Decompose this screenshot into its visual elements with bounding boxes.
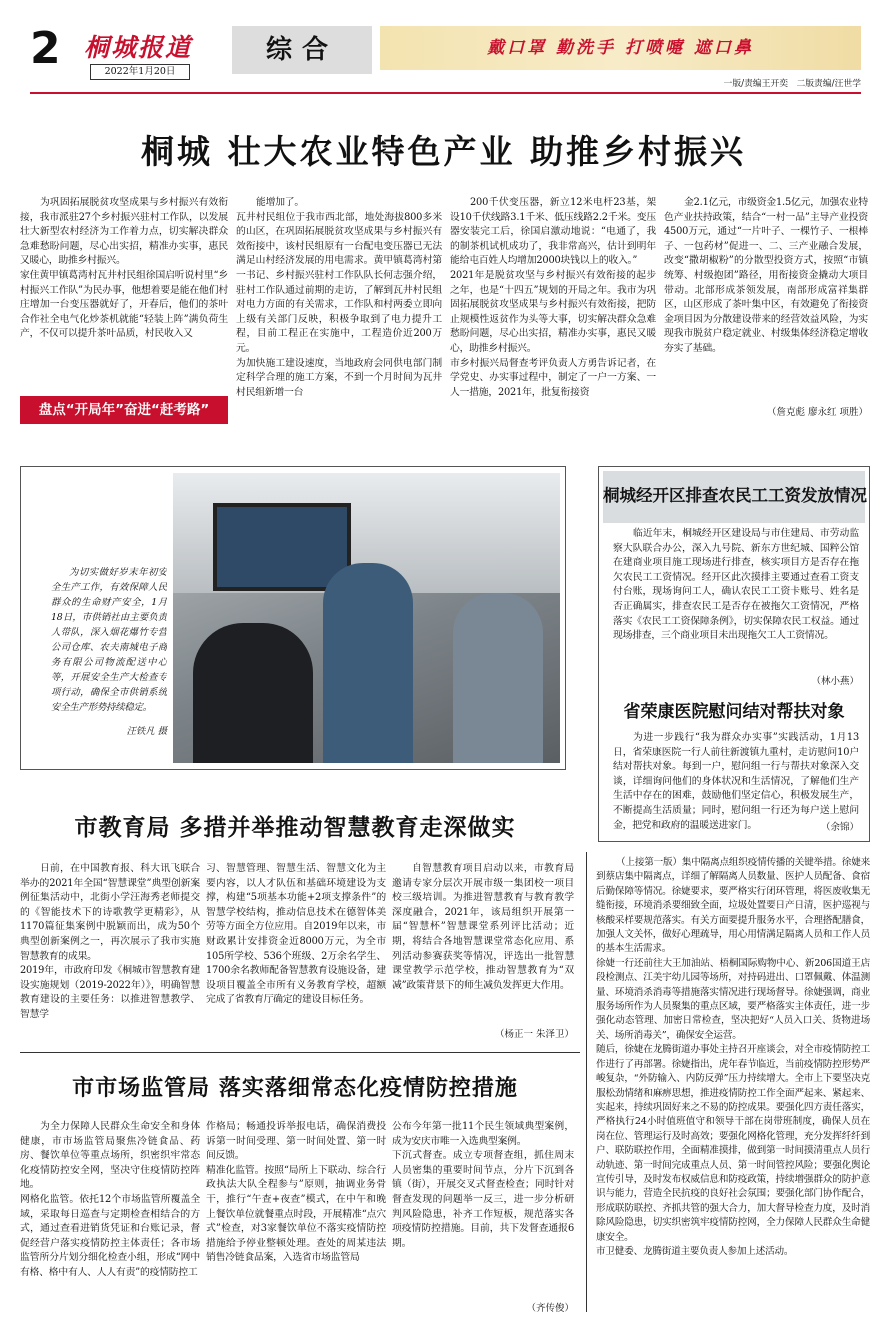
column-banner <box>20 396 228 424</box>
masthead-rule <box>30 92 861 94</box>
article-column: 习、智慧管理、智慧生活、智慧文化为主要内容，以人才队伍和基础环境建设为支撑，构建“5项基本功能+2项支撑条件”的智慧学校结构，推动信息技术在德智体美劳等方面全方位应用。自2019年以来，市财政累计安排资金近8000万元，为全市105所学校、536个班级、2万余名学生、1700余名教师配备智慧教育设施设备，建设项目覆盖全市所有义务教育学校，超额完成了省教育厅确定的建设目标任务。 <box>206 863 386 1006</box>
page-number: 2 <box>30 23 61 74</box>
photo-person <box>453 593 543 763</box>
article-column: 公布今年第一批11个民生领域典型案例，成为安庆市唯一入选典型案例。 下沉式督查。成立专项督查组，抓住周末人员密集的重要时间节点，分片下沉到各镇（街），开展交叉式督查检查；同时针对督查发现的问题举一反三，进一步分析研判风险隐患，补齐工作短板，规范落实各项疫情防控措施。目前，共下发督查通报6期。 <box>392 1121 574 1249</box>
article-byline: （余锦） <box>820 822 859 833</box>
photo-image <box>173 473 560 763</box>
sidebar-box <box>598 466 870 842</box>
article-column: 作格局；畅通投诉举报电话，确保消费投诉第一时间受理、第一时间处置、第一时间反馈。 精准化监管。按照“局所上下联动、综合行政执法大队全程参与”原则，抽调业务骨干，推行“午查+夜查”模式，在中午和晚上餐饮单位就餐重点时段，开展精准“点穴式”检查，对3家餐饮单位不落实疫情防控措施给予停业整顿处理。查处的周某违法销售冷链食品案，入选省市场监管局 <box>206 1121 386 1264</box>
column-divider <box>586 852 587 1312</box>
article-body: 为进一步践行“我为群众办实事”实践活动，1月13日，省荣康医院一行人前往新渡镇九重村，走访慰问10户结对帮扶对象。每到一户，慰问组一行与帮扶对象深入交谈，详细询问他们的身体状况和生活情况，了解他们生产生活中存在的困难，鼓励他们坚定信心，积极发展生产，不断提高生活质量；同时，慰问组一行还为每户送上慰问金，把党和政府的温暖送进家门。 <box>613 732 859 831</box>
slogan-banner <box>380 26 861 70</box>
photo-caption: 为切实做好岁末年初安全生产工作，有效保障人民群众的生命财产安全，1月18日，市供销社由主要负责人带队，深入烟花爆竹专营公司仓库、农夫南城电子商务有限公司物流配送中心等，开展安全生产大检查专项行动，确保全市供销系统安全生产形势持续稳定。 <box>51 567 167 713</box>
article-title: 市市场监管局 落实落细常态化疫情防控措施 <box>72 1075 518 1101</box>
paper-name: 桐城报道 <box>84 33 193 62</box>
article-byline: （齐传俊） <box>526 1303 574 1314</box>
article-byline: （林小燕） <box>811 676 859 687</box>
section-label <box>232 26 372 74</box>
article-byline: （杨正一 朱泽卫） <box>494 1029 574 1040</box>
article-column: 为全力保障人民群众生命安全和身体健康，市市场监管局聚焦冷链食品、药房、餐饮单位等重点场所，织密织牢常态化疫情防控安全网，坚决守住疫情防控阵地。 网格化监管。依托12个市场监管所覆盖全域，采取每日巡查与定期检查相结合的方式，通过查看进销货凭证和台账记录，督促经营户落实疫情防控主体责任；各市场监管所分片划分细化检查小组，形成“网中有格、格中有人、人人有责”的疫情防控工 <box>20 1121 200 1278</box>
article-byline: （詹克彪 廖永红 项胜） <box>766 407 868 418</box>
photo-person <box>323 563 413 763</box>
article-title: 市教育局 多措并举推动智慧教育走深做实 <box>74 814 516 841</box>
photo-person <box>193 623 313 763</box>
article-continuation: （上接第一版）集中隔离点组织疫情传播的关键举措。徐婕来到蔡店集中隔离点，详细了解隔离人员数量、医护人员配备、食宿后勤保障等情况。徐婕要求，要严格实行闭环管理，将医废收集无缝衔接，环境消杀要细致全面，垃圾处置要日产日清，医护巡视与核酸采样要规范落实。有关方面要提升服务水平，合理搭配膳食，加强人文关怀，做好心理疏导，用心用情满足隔离人员和工作人员的基本生活需求。 徐婕一行还前往大王加油站、梧桐国际购物中心、新206国道王店段检测点、江美宇幼儿园等场所，对持码进出、口罩佩戴、体温测量、环境消杀消毒等措施落实情况进行现场督导。徐婕强调，商业服务场所作为人员聚集的重点区域，要严格落实主体责任，进一步强化动态管理、加密日常检查，坚决把好“人员入口关、货物进场关、场所消毒关”，确保安全运营。 随后，徐婕在龙腾街道办事处主持召开座谈会，对全市疫情防控工作进行了再部署。徐婕指出，虎年春节临近，当前疫情防控形势严峻复杂，“外防输入、内防反弹”压力持续增大。全市上下要坚决克服松劲情绪和麻痹思想，推进疫情防控工作全面严起来、紧起来、实起来，持续巩固好来之不易的防控成果。要强化四方责任落实，严格执行24小时值班值守和领导干部在岗带班制度，确保人员在岗在位、管理运行及时高效；要强化网格化管理，充分发挥纤纤到户、联防联控作用，全面精准摸排，做到第一时间摸清重点人员行动轨迹、第一时间完成重点人员、第一时间管控风险；要强化舆论宣传引导，及时发布权威信息和防疫政策，持续增强群众的防护意识与能力，营造全民抗疫的良好社会氛围；要强化部门协作配合，形成联防联控、齐抓共管的强大合力，加大督导检查力度，及时消除风险隐患，切实织密筑牢疫情防控网，全力保障人民群众生命健康安全。 市卫健委、龙腾街道主要负责人参加上述活动。 <box>596 857 870 1257</box>
masthead <box>0 0 887 100</box>
article-column: 为巩固拓展脱贫攻坚成果与乡村振兴有效衔接，我市派驻27个乡村振兴驻村工作队，以发展壮大新型农村经济为工作着力点，切实解决群众急难愁盼问题，尽心出实招，精准办实事，惠民又暖心，助推乡村振兴。 家住黄甲镇葛湾村瓦井村民组徐国启听说村里“乡村振兴工作队”为民办事，他想着要是能在他们村庄增加一台变压器就好了，开春后，他们的茶叶合作社全电气化炒茶机就能“轻装上阵”满负荷生产，不仅可以提升茶叶品质，村民收入又 <box>20 197 228 340</box>
photo-credit: 汪铁凡 摄 <box>126 726 167 737</box>
article-column: 金2.1亿元，市级资金1.5亿元，加强农业特色产业扶持政策，结合“一村一品”主导产业投资4500万元，通过“一片叶子、一棵竹子、一根棒子、一包药材”促进一、二、三产业融合发展，改变“撒胡椒粉”的分散型投资方式，按照“市镇统筹、村级抱团”路径，用衔接资金撬动大项目带动。北部形成茶领发展，南部形成富祥集群区，山区形成了茶叶集中区，有效避免了衔接资金项目因为分散建设带来的经营效益风险，为实现我市脱贫户稳定就业、村级集体经济稳定增收夯实了基础。 <box>664 197 868 354</box>
issue-date: 2022年1月20日 <box>90 64 190 80</box>
editors-line: 一版/责编王开奕 二版责编/汪世学 <box>723 79 861 89</box>
article-column: 日前，在中国教育报、科大讯飞联合举办的2021年全国“智慧课堂”典型创新案例征集活动中，北街小学汪海秀老师提交的《智能技术下的诗歌教学更精彩》，从1170篇征集案例中脱颖而出，成为50个典型创新案例之一，再次展示了我市实施智慧教育的成果。 2019年，市政府印发《桐城市智慧教育建设实施规划（2019-2022年）》，明确智慧教育建设的主要任务：以推进智慧教学、智慧学 <box>20 863 200 1020</box>
article-column: 能增加了。 瓦井村民组位于我市西北部，地处海拔800多米的山区，在巩固拓展脱贫攻坚成果与乡村振兴有效衔接中，该村民组原有一台配电变压器已无法满足山村经济发展的用电需求。黄甲镇葛湾村第一书记、乡村振兴驻村工作队队长何志强介绍，驻村工作队通过前期的走访，了解到瓦井村民组对电力方面的有关需求，工作队和村两委立即向上级有关部门反映，积极争取到了电力提升工程，目前工程正在实施中，工程造价近200万元。 为加快施工建设速度，当地政府会同供电部门制定科学合理的施工方案，不到一个月时间为瓦井村民组新增一台 <box>236 197 442 398</box>
section-divider <box>20 1052 580 1053</box>
section-text: 综合 <box>265 35 338 65</box>
article-column: 200千伏变压器，新立12米电杆23基，架设10千伏线路3.1千米、低压线路2.2千米。变压器安装完工后，徐国启激动地说：“电通了，我的制茶机试机成功了，我非常高兴，估计到明年能给屯百姓人均增加2000块钱以上的收入。” 2021年是脱贫攻坚与乡村振兴有效衔接的起步之年，也是“十四五”规划的开局之年。我市为巩固拓展脱贫攻坚成果与乡村振兴有效衔接，把防止规模性返贫作为头等大事，切实解决群众急难愁盼问题，尽心出实招，精准办实事，惠民又暖心，助推乡村振兴。 市乡村振兴局督查考评负责人方勇告诉记者，在学党史、办实事过程中，制定了一户一方案、一人一措施，2021年，批复衔接资 <box>450 197 656 398</box>
article-title: 省荣康医院慰问结对帮扶对象 <box>623 702 845 722</box>
column-banner-text: 盘点“开局年”奋进“赶考路” <box>38 402 210 418</box>
article-column: 自智慧教育项目启动以来，市教育局邀请专家分层次开展市级一集团校一项目校三级培训。为推进智慧教育与教育教学深度融合，2021年，该局组织开展第一届“智慧杯”智慧课堂系列评比活动；近期，将结合各地智慧课堂常态化应用、系列活动参赛获奖等情况，评选出一批智慧课堂教学示范学校，推动智慧教育为“双减”政策背景下的师生减负发挥更大作用。 <box>392 863 574 991</box>
article-title: 桐城 壮大农业特色产业 助推乡村振兴 <box>141 132 746 171</box>
article-title: 桐城经开区排查农民工工资发放情况 <box>603 486 867 505</box>
slogan-text: 戴口罩 勤洗手 打喷嚏 遮口鼻 <box>487 38 754 58</box>
photo-box <box>20 466 566 770</box>
article-body: 临近年末，桐城经开区建设局与市住建局、市劳动监察大队联合办公，深入九号院、新东方世纪城、国粹公馆在建商业项目施工现场进行排查，核实项目方是否存在拖欠农民工工资情况。经开区此次摸排主要通过查看工资支付台账，现场询问工人，确认农民工工资卡账号、姓名是否正确属实，排查农民工是否存在被拖欠工资情况，严格落实《农民工工资保障条例》，切实保障农民工权益。通过现场排查，三个商业项目未出现拖欠工人工资情况。 <box>613 528 859 642</box>
